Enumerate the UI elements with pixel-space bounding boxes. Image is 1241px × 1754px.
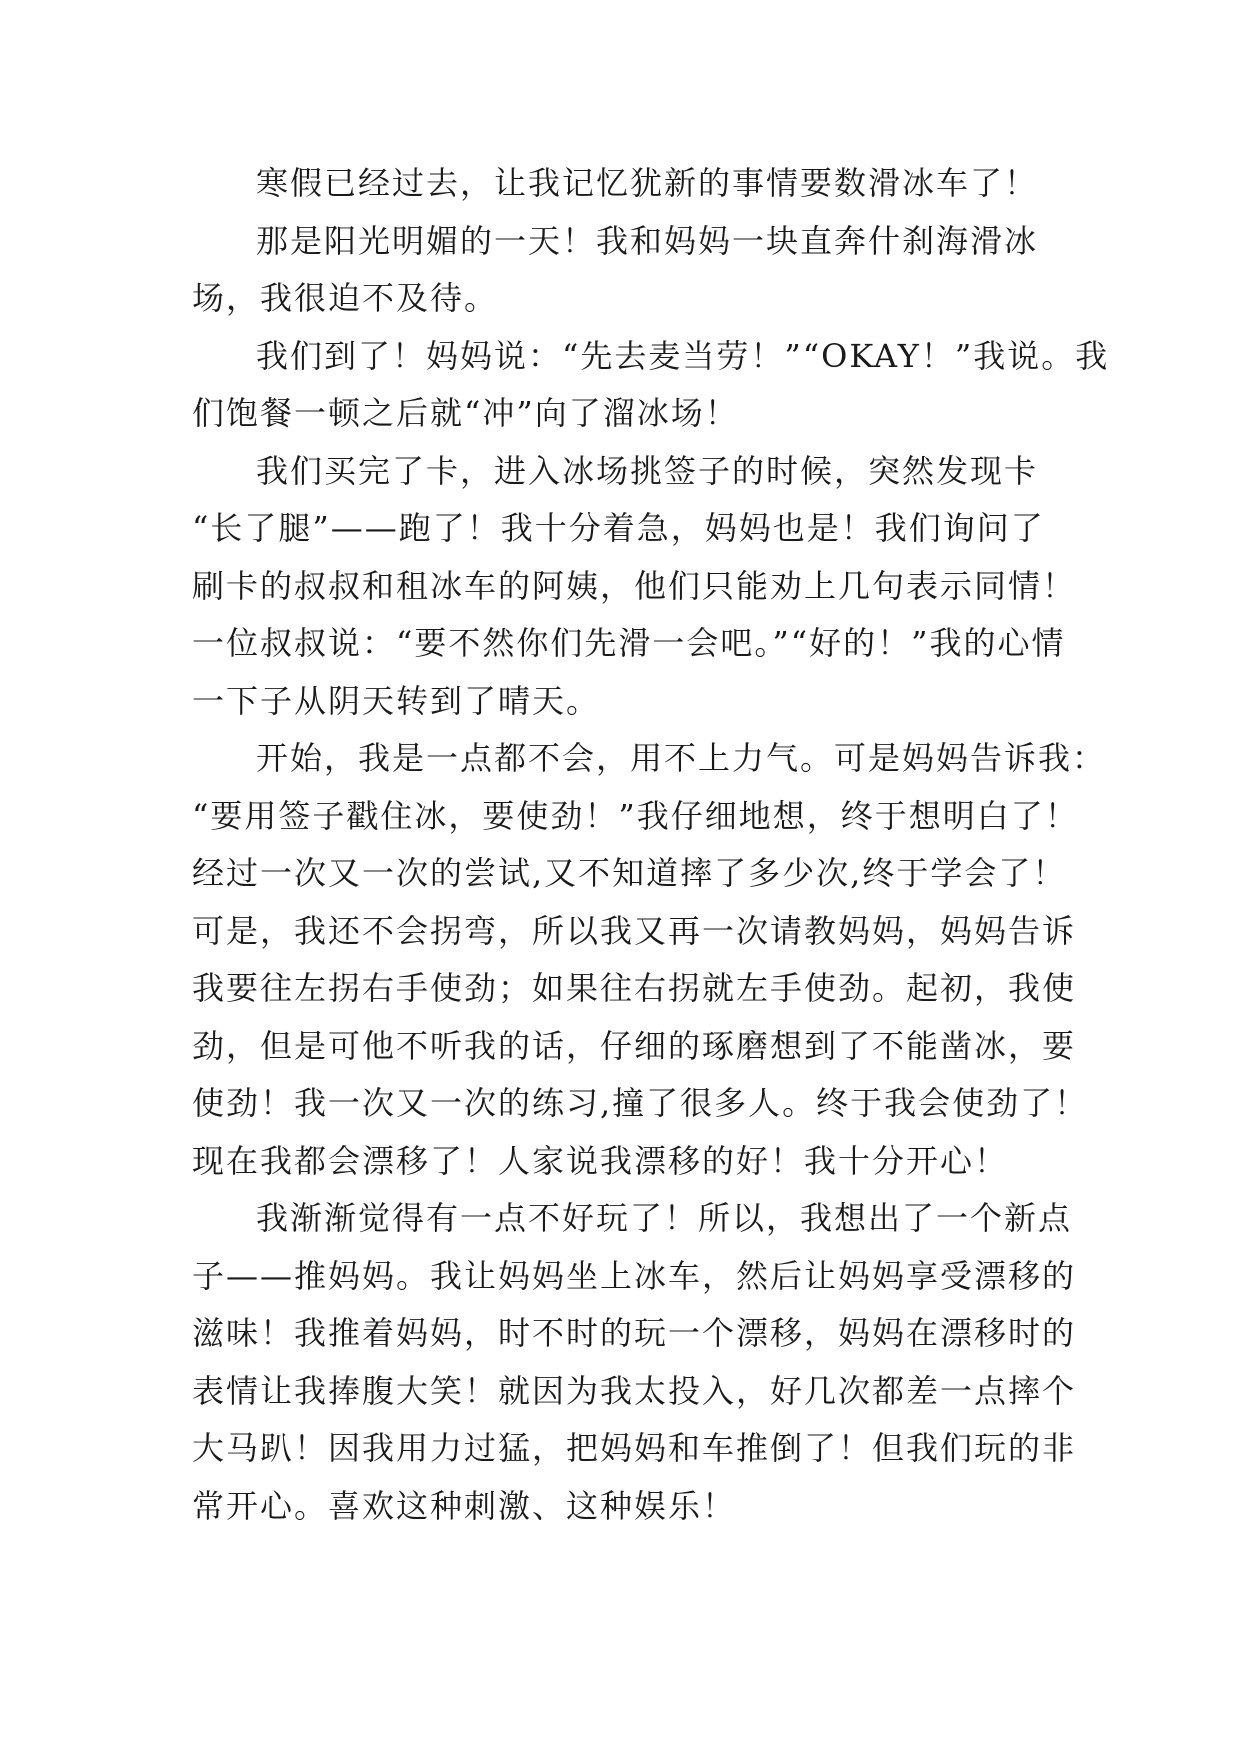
essay-line: 那是阳光明媚的一天！我和妈妈一块直奔什刹海滑冰: [256, 221, 1039, 260]
essay-line: 大马趴！因我用力过猛，把妈妈和车推倒了！但我们玩的非: [192, 1429, 1077, 1467]
essay-line: 常开心。喜欢这种刺激、这种娱乐！: [192, 1486, 737, 1525]
essay-line: 使劲！我一次又一次的练习,撞了很多人。终于我会使劲了！: [192, 1084, 1089, 1122]
essay-line: 们饱餐一顿之后就“冲”向了溜冰场！: [192, 394, 739, 432]
essay-line: 表情让我捧腹大笑！就因为我太投入，好几次都差一点摔个: [192, 1371, 1077, 1410]
essay-line: 开始，我是一点都不会，用不上力气。可是妈妈告诉我：: [256, 739, 1107, 777]
essay-body: [192, 155, 1110, 1535]
essay-line: 一下子从阴天转到了晴天。: [192, 681, 601, 720]
essay-line: 现在我都会漂移了！人家说我漂移的好！我十分开心！: [192, 1141, 1009, 1180]
essay-line: 我们到了！妈妈说：“先去麦当劳！”“OKAY！”我说。我: [256, 336, 1110, 375]
essay-line: 刷卡的叔叔和租冰车的阿姨，他们只能劝上几句表示同情！: [192, 566, 1077, 605]
essay-line: 可是，我还不会拐弯，所以我又再一次请教妈妈，妈妈告诉: [192, 911, 1077, 950]
essay-line: “长了腿”——跑了！我十分着急，妈妈也是！我们询问了: [192, 509, 1045, 547]
essay-line: 场，我很迫不及待。: [192, 279, 499, 317]
essay-line: 劲，但是可他不听我的话，仔细的琢磨想到了不能凿冰，要: [192, 1026, 1077, 1065]
essay-line: 我渐渐觉得有一点不好玩了！所以，我想出了一个新点: [256, 1199, 1073, 1237]
essay-line: 滋味！我推着妈妈，时不时的玩一个漂移，妈妈在漂移时的: [192, 1314, 1077, 1352]
essay-line: “要用签子戳住冰，要使劲！”我仔细地想，终于想明白了！: [192, 796, 1079, 835]
essay-line: 子——推妈妈。我让妈妈坐上冰车，然后让妈妈享受漂移的: [192, 1256, 1077, 1295]
essay-line: 一位叔叔说：“要不然你们先滑一会吧。”“好的！”我的心情: [192, 624, 1066, 662]
essay-line: 寒假已经过去，让我记忆犹新的事情要数滑冰车了！: [256, 164, 1039, 202]
essay-line: 经过一次又一次的尝试,又不知道摔了多少次,终于学会了！: [192, 854, 1067, 892]
essay-line: 我要往左拐右手使劲；如果往右拐就左手使劲。起初，我使: [192, 969, 1077, 1007]
essay-line: 我们买完了卡，进入冰场挑签子的时候，突然发现卡: [256, 451, 1039, 490]
